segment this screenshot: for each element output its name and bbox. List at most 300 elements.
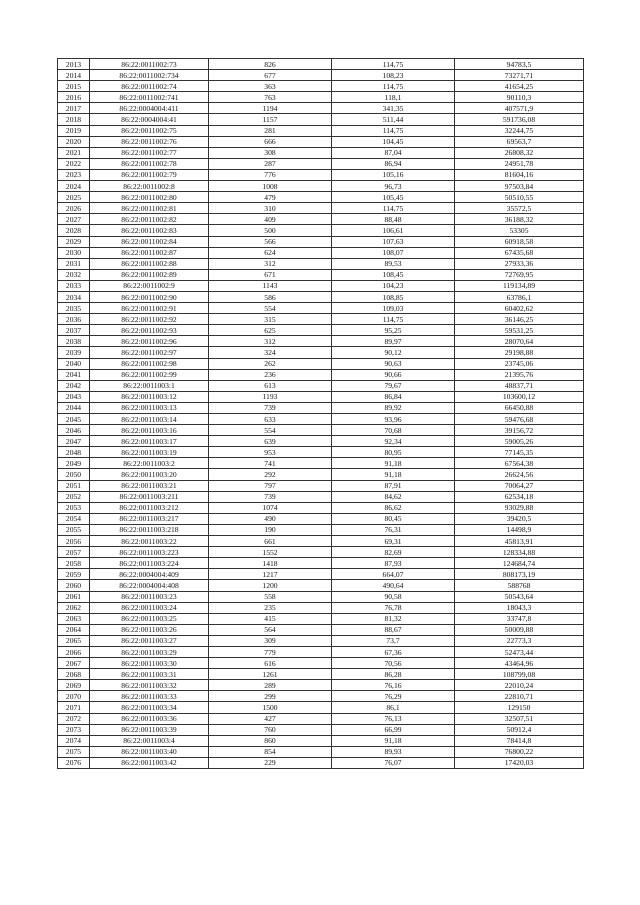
cadastral-value-cell: 53305 [455,225,584,236]
table-row [58,469,584,480]
row-number-cell: 2055 [58,524,90,535]
area-cell: 666 [209,136,332,147]
specific-value-cell: 76,29 [332,691,455,702]
cadastral-value-cell: 36188,32 [455,214,584,225]
cadastral-number-cell: 86:22:0011002:97 [90,347,209,358]
row-number-cell: 2051 [58,480,90,491]
specific-value-cell: 90,63 [332,358,455,369]
table-row [58,425,584,436]
area-cell: 554 [209,425,332,436]
area-cell: 363 [209,81,332,92]
row-number-cell: 2069 [58,680,90,691]
table-row [58,735,584,746]
row-number-cell: 2045 [58,414,90,425]
cadastral-number-cell: 86:22:0004004:408 [90,580,209,591]
cadastral-value-cell: 588768 [455,580,584,591]
specific-value-cell: 114,75 [332,125,455,136]
cadastral-value-cell: 18043,3 [455,602,584,613]
specific-value-cell: 92,34 [332,436,455,447]
specific-value-cell: 70,68 [332,425,455,436]
area-cell: 826 [209,59,332,70]
cadastral-number-cell: 86:22:0011002:74 [90,81,209,92]
cadastral-number-cell: 86:22:0011002:96 [90,336,209,347]
specific-value-cell: 89,93 [332,746,455,757]
area-cell: 315 [209,314,332,325]
row-number-cell: 2037 [58,325,90,336]
area-cell: 661 [209,536,332,547]
area-cell: 1008 [209,181,332,192]
row-number-cell: 2074 [58,735,90,746]
cadastral-value-cell: 129150 [455,702,584,713]
row-number-cell: 2061 [58,591,90,602]
specific-value-cell: 105,16 [332,169,455,180]
area-cell: 739 [209,402,332,413]
cadastral-value-cell: 90110,3 [455,92,584,103]
cadastral-number-cell: 86:22:0011002:79 [90,169,209,180]
table-row [58,580,584,591]
cadastral-value-cell: 69563,7 [455,136,584,147]
area-cell: 235 [209,602,332,613]
table-row [58,181,584,192]
cadastral-value-cell: 103600,12 [455,391,584,402]
cadastral-number-cell: 86:22:0011003:19 [90,447,209,458]
row-number-cell: 2021 [58,147,90,158]
area-cell: 500 [209,225,332,236]
cadastral-value-cell: 14498,9 [455,524,584,535]
cadastral-value-cell: 67564,38 [455,458,584,469]
row-number-cell: 2070 [58,691,90,702]
table-row [58,458,584,469]
cadastral-number-cell: 86:22:0011002:81 [90,203,209,214]
area-cell: 1200 [209,580,332,591]
table-row [58,314,584,325]
cadastral-number-cell: 86:22:0004004:41 [90,114,209,125]
row-number-cell: 2029 [58,236,90,247]
area-cell: 292 [209,469,332,480]
specific-value-cell: 93,96 [332,414,455,425]
specific-value-cell: 70,56 [332,658,455,669]
cadastral-value-cell: 808173,19 [455,569,584,580]
table-row [58,436,584,447]
specific-value-cell: 67,36 [332,646,455,657]
table-row [58,203,584,214]
cadastral-value-cell: 28070,64 [455,336,584,347]
table-row [58,591,584,602]
cadastral-value-cell: 22810,71 [455,691,584,702]
cadastral-number-cell: 86:22:0011003:16 [90,425,209,436]
table-row [58,114,584,125]
table-row [58,524,584,535]
specific-value-cell: 87,91 [332,480,455,491]
cadastral-value-cell: 26808,32 [455,147,584,158]
cadastral-number-cell: 86:22:0011002:99 [90,369,209,380]
table-body [58,59,584,769]
row-number-cell: 2059 [58,569,90,580]
row-number-cell: 2031 [58,258,90,269]
cadastral-number-cell: 86:22:0011003:13 [90,402,209,413]
row-number-cell: 2058 [58,558,90,569]
cadastral-value-cell: 407571,9 [455,103,584,114]
area-cell: 308 [209,147,332,158]
area-cell: 624 [209,247,332,258]
area-cell: 1500 [209,702,332,713]
specific-value-cell: 90,12 [332,347,455,358]
table-row [58,635,584,646]
specific-value-cell: 80,45 [332,513,455,524]
cadastral-number-cell: 86:22:0011003:26 [90,624,209,635]
row-number-cell: 2068 [58,669,90,680]
area-cell: 625 [209,325,332,336]
cadastral-value-cell: 50912,4 [455,724,584,735]
area-cell: 554 [209,303,332,314]
table-row [58,658,584,669]
cadastral-value-cell: 97503,84 [455,181,584,192]
row-number-cell: 2028 [58,225,90,236]
table-row [58,624,584,635]
table-row [58,158,584,169]
specific-value-cell: 86,84 [332,391,455,402]
table-row [58,358,584,369]
cadastral-value-cell: 35572,5 [455,203,584,214]
row-number-cell: 2063 [58,613,90,624]
row-number-cell: 2046 [58,425,90,436]
cadastral-value-cell: 29198,88 [455,347,584,358]
cadastral-value-cell: 32507,51 [455,713,584,724]
table-row [58,103,584,114]
specific-value-cell: 88,67 [332,624,455,635]
specific-value-cell: 108,07 [332,247,455,258]
table-row [58,502,584,513]
row-number-cell: 2033 [58,280,90,291]
area-cell: 409 [209,214,332,225]
row-number-cell: 2026 [58,203,90,214]
cadastral-number-cell: 86:22:0011002:78 [90,158,209,169]
specific-value-cell: 96,73 [332,181,455,192]
table-row [58,558,584,569]
area-cell: 616 [209,658,332,669]
area-cell: 287 [209,158,332,169]
cadastral-value-cell: 50543,64 [455,591,584,602]
row-number-cell: 2030 [58,247,90,258]
cadastral-number-cell: 86:22:0011002:98 [90,358,209,369]
specific-value-cell: 91,18 [332,469,455,480]
row-number-cell: 2013 [58,59,90,70]
cadastral-value-cell: 33747,8 [455,613,584,624]
cadastral-value-cell: 48837,71 [455,380,584,391]
cadastral-value-cell: 128334,88 [455,547,584,558]
cadastral-value-cell: 17420,03 [455,757,584,768]
area-cell: 586 [209,291,332,302]
cadastral-value-cell: 39420,5 [455,513,584,524]
table-row [58,702,584,713]
specific-value-cell: 89,53 [332,258,455,269]
specific-value-cell: 66,99 [332,724,455,735]
area-cell: 633 [209,414,332,425]
specific-value-cell: 69,31 [332,536,455,547]
area-cell: 289 [209,680,332,691]
cadastral-number-cell: 86:22:0011003:34 [90,702,209,713]
row-number-cell: 2040 [58,358,90,369]
row-number-cell: 2039 [58,347,90,358]
row-number-cell: 2062 [58,602,90,613]
cadastral-value-cell: 21395,76 [455,369,584,380]
specific-value-cell: 80,95 [332,447,455,458]
cadastral-value-cell: 26624,56 [455,469,584,480]
area-cell: 564 [209,624,332,635]
table-row [58,669,584,680]
cadastral-number-cell: 86:22:0011002:75 [90,125,209,136]
area-cell: 236 [209,369,332,380]
specific-value-cell: 86,28 [332,669,455,680]
row-number-cell: 2049 [58,458,90,469]
table-row [58,414,584,425]
row-number-cell: 2064 [58,624,90,635]
row-number-cell: 2073 [58,724,90,735]
cadastral-value-cell: 50009,88 [455,624,584,635]
specific-value-cell: 87,93 [332,558,455,569]
cadastral-number-cell: 86:22:0011003:39 [90,724,209,735]
specific-value-cell: 108,23 [332,70,455,81]
cadastral-number-cell: 86:22:0011003:22 [90,536,209,547]
table-row [58,280,584,291]
row-number-cell: 2071 [58,702,90,713]
specific-value-cell: 76,31 [332,524,455,535]
specific-value-cell: 108,85 [332,291,455,302]
cadastral-number-cell: 86:22:0011002:83 [90,225,209,236]
cadastral-value-cell: 22010,24 [455,680,584,691]
cadastral-number-cell: 86:22:0011002:73 [90,59,209,70]
cadastral-value-cell: 66450,88 [455,402,584,413]
area-cell: 558 [209,591,332,602]
cadastral-value-cell: 43464,96 [455,658,584,669]
specific-value-cell: 84,62 [332,491,455,502]
table-row [58,92,584,103]
cadastral-value-cell: 60402,62 [455,303,584,314]
cadastral-number-cell: 86:22:0011003:4 [90,735,209,746]
cadastral-number-cell: 86:22:0011003:24 [90,602,209,613]
specific-value-cell: 76,16 [332,680,455,691]
specific-value-cell: 108,45 [332,269,455,280]
cadastral-number-cell: 86:22:0011003:217 [90,513,209,524]
cadastral-value-cell: 93029,88 [455,502,584,513]
row-number-cell: 2060 [58,580,90,591]
row-number-cell: 2054 [58,513,90,524]
table-row [58,369,584,380]
specific-value-cell: 86,1 [332,702,455,713]
specific-value-cell: 109,03 [332,303,455,314]
cadastral-value-table [57,58,584,769]
cadastral-number-cell: 86:22:0011003:1 [90,380,209,391]
table-row [58,70,584,81]
specific-value-cell: 114,75 [332,314,455,325]
table-row [58,602,584,613]
specific-value-cell: 104,45 [332,136,455,147]
cadastral-number-cell: 86:22:0011002:88 [90,258,209,269]
specific-value-cell: 106,61 [332,225,455,236]
cadastral-value-cell: 32244,75 [455,125,584,136]
cadastral-value-cell: 60918,58 [455,236,584,247]
table-row [58,447,584,458]
specific-value-cell: 91,18 [332,735,455,746]
specific-value-cell: 82,69 [332,547,455,558]
cadastral-value-cell: 78414,8 [455,735,584,746]
row-number-cell: 2017 [58,103,90,114]
cadastral-number-cell: 86:22:0011002:76 [90,136,209,147]
area-cell: 1074 [209,502,332,513]
area-cell: 190 [209,524,332,535]
cadastral-number-cell: 86:22:0011003:211 [90,491,209,502]
table-row [58,380,584,391]
cadastral-number-cell: 86:22:0011002:8 [90,181,209,192]
specific-value-cell: 86,62 [332,502,455,513]
specific-value-cell: 114,75 [332,59,455,70]
row-number-cell: 2048 [58,447,90,458]
cadastral-number-cell: 86:22:0011003:12 [90,391,209,402]
row-number-cell: 2072 [58,713,90,724]
table-row [58,569,584,580]
area-cell: 490 [209,513,332,524]
cadastral-number-cell: 86:22:0011003:30 [90,658,209,669]
specific-value-cell: 88,48 [332,214,455,225]
cadastral-value-cell: 23745,06 [455,358,584,369]
table-row [58,147,584,158]
table-row [58,547,584,558]
row-number-cell: 2032 [58,269,90,280]
area-cell: 1418 [209,558,332,569]
cadastral-number-cell: 86:22:0011003:21 [90,480,209,491]
specific-value-cell: 90,66 [332,369,455,380]
area-cell: 1157 [209,114,332,125]
cadastral-value-cell: 62534,18 [455,491,584,502]
row-number-cell: 2056 [58,536,90,547]
area-cell: 797 [209,480,332,491]
table-row [58,291,584,302]
cadastral-value-cell: 124684,74 [455,558,584,569]
cadastral-number-cell: 86:22:0011002:80 [90,192,209,203]
table-row [58,746,584,757]
cadastral-number-cell: 86:22:0011003:31 [90,669,209,680]
row-number-cell: 2066 [58,646,90,657]
table-row [58,303,584,314]
specific-value-cell: 341,35 [332,103,455,114]
area-cell: 312 [209,258,332,269]
table-row [58,480,584,491]
row-number-cell: 2047 [58,436,90,447]
table-row [58,336,584,347]
cadastral-number-cell: 86:22:0004004:411 [90,103,209,114]
cadastral-number-cell: 86:22:0011003:42 [90,757,209,768]
cadastral-number-cell: 86:22:0011003:25 [90,613,209,624]
area-cell: 310 [209,203,332,214]
cadastral-number-cell: 86:22:0011002:90 [90,291,209,302]
specific-value-cell: 81,32 [332,613,455,624]
cadastral-number-cell: 86:22:0011002:82 [90,214,209,225]
cadastral-number-cell: 86:22:0011002:89 [90,269,209,280]
cadastral-number-cell: 86:22:0011002:87 [90,247,209,258]
table-row [58,125,584,136]
area-cell: 479 [209,192,332,203]
area-cell: 741 [209,458,332,469]
specific-value-cell: 91,18 [332,458,455,469]
row-number-cell: 2036 [58,314,90,325]
specific-value-cell: 86,94 [332,158,455,169]
table-row [58,391,584,402]
row-number-cell: 2027 [58,214,90,225]
row-number-cell: 2053 [58,502,90,513]
table-row [58,691,584,702]
table-row [58,269,584,280]
cadastral-value-cell: 45813,91 [455,536,584,547]
cadastral-number-cell: 86:22:0011002:734 [90,70,209,81]
cadastral-value-cell: 41654,25 [455,81,584,92]
table-row [58,402,584,413]
cadastral-number-cell: 86:22:0011003:40 [90,746,209,757]
area-cell: 613 [209,380,332,391]
table-row [58,169,584,180]
area-cell: 309 [209,635,332,646]
table-row [58,646,584,657]
area-cell: 639 [209,436,332,447]
cadastral-value-cell: 81604,16 [455,169,584,180]
cadastral-number-cell: 86:22:0011003:33 [90,691,209,702]
specific-value-cell: 79,67 [332,380,455,391]
specific-value-cell: 76,13 [332,713,455,724]
specific-value-cell: 114,75 [332,203,455,214]
cadastral-value-cell: 52473,44 [455,646,584,657]
cadastral-value-cell: 63786,1 [455,291,584,302]
cadastral-number-cell: 86:22:0011003:17 [90,436,209,447]
table-row [58,513,584,524]
row-number-cell: 2016 [58,92,90,103]
specific-value-cell: 114,75 [332,81,455,92]
table-row [58,247,584,258]
area-cell: 854 [209,746,332,757]
table-row [58,225,584,236]
row-number-cell: 2065 [58,635,90,646]
specific-value-cell: 76,07 [332,757,455,768]
cadastral-value-cell: 39156,72 [455,425,584,436]
table-row [58,757,584,768]
area-cell: 671 [209,269,332,280]
row-number-cell: 2015 [58,81,90,92]
cadastral-number-cell: 86:22:0011003:27 [90,635,209,646]
area-cell: 566 [209,236,332,247]
specific-value-cell: 95,25 [332,325,455,336]
row-number-cell: 2018 [58,114,90,125]
cadastral-value-cell: 94783,5 [455,59,584,70]
area-cell: 739 [209,491,332,502]
cadastral-number-cell: 86:22:0011003:23 [90,591,209,602]
cadastral-value-cell: 59476,68 [455,414,584,425]
table-row [58,613,584,624]
cadastral-number-cell: 86:22:0011003:29 [90,646,209,657]
cadastral-value-cell: 50510,55 [455,192,584,203]
specific-value-cell: 118,1 [332,92,455,103]
table-row [58,136,584,147]
cadastral-number-cell: 86:22:0011003:224 [90,558,209,569]
cadastral-number-cell: 86:22:0004004:409 [90,569,209,580]
area-cell: 1261 [209,669,332,680]
area-cell: 427 [209,713,332,724]
cadastral-number-cell: 86:22:0011002:9 [90,280,209,291]
row-number-cell: 2019 [58,125,90,136]
area-cell: 299 [209,691,332,702]
area-cell: 1193 [209,391,332,402]
area-cell: 760 [209,724,332,735]
cadastral-number-cell: 86:22:0011002:84 [90,236,209,247]
area-cell: 1217 [209,569,332,580]
specific-value-cell: 90,58 [332,591,455,602]
